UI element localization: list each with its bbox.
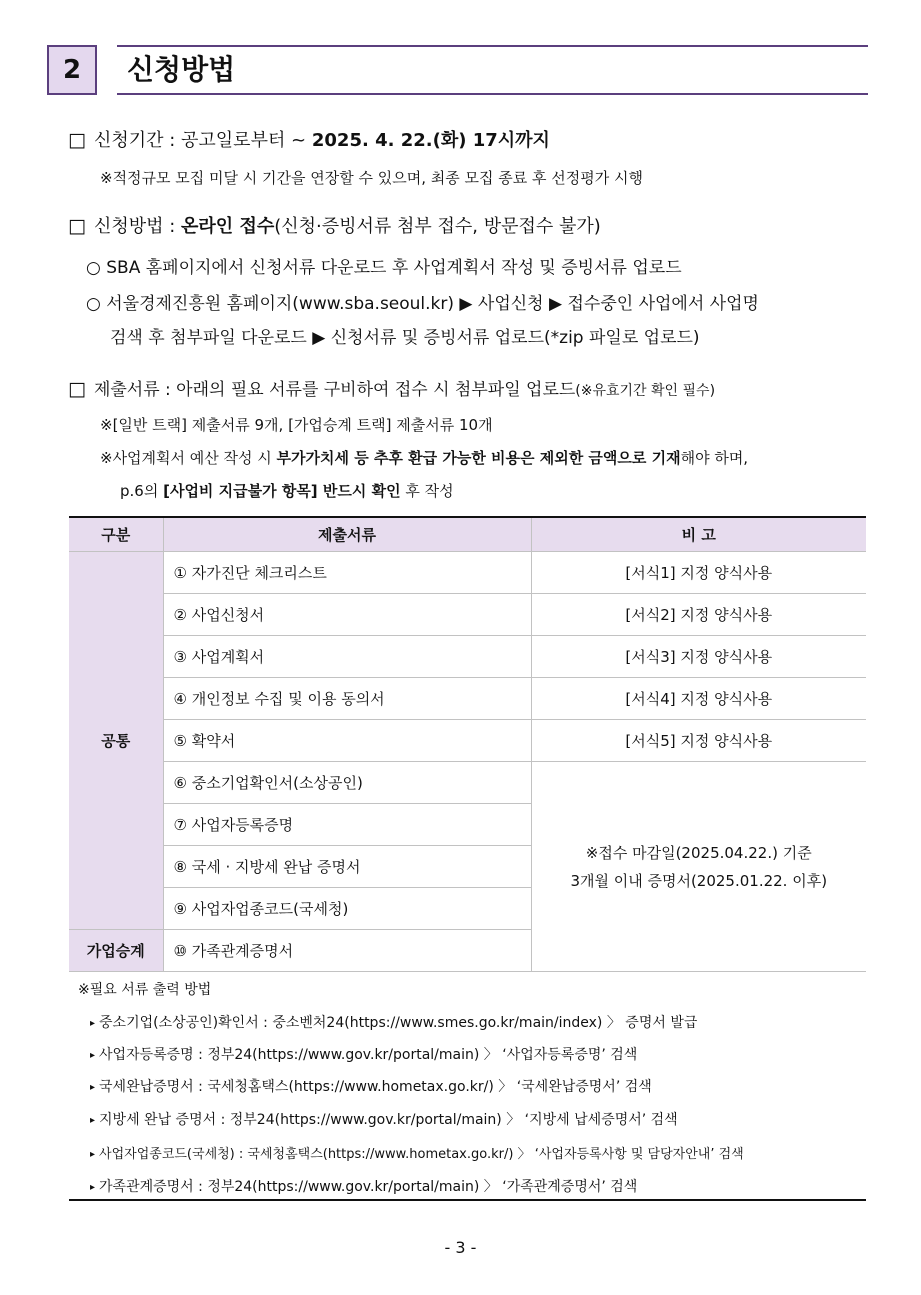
bottom-rule (69, 1199, 866, 1201)
doc-cell: ② 사업신청서 (163, 594, 531, 636)
note-cell: [서식4] 지정 양식사용 (531, 678, 866, 720)
table-row (69, 552, 866, 594)
doc-cell: ⑩ 가족관계증명서 (163, 930, 531, 972)
print-item-text: 중소기업(소상공인)확인서 : 중소벤처24(https://www.smes.go.kr/main/index) 〉 증명서 발급 (99, 1015, 698, 1031)
method-bold: 온라인 접수 (181, 216, 275, 237)
submit-label: 제출서류 : 아래의 필요 서류를 구비하여 접수 시 첨부파일 업로드 (93, 380, 576, 400)
triangle-bullet-icon: ▸ (90, 1018, 96, 1029)
documents-table (69, 516, 866, 972)
section-number: 2 (47, 45, 97, 95)
checkbox-square-icon: □ (68, 378, 86, 400)
note-cell: [서식1] 지정 양식사용 (531, 552, 866, 594)
method-label: 신청방법 : (93, 216, 182, 237)
merged-note-line-1: ※접수 마감일(2025.04.22.) 기준 (585, 843, 812, 862)
print-item (90, 1176, 637, 1196)
header-remarks: 비 고 (531, 517, 866, 552)
submit-note-3 (120, 480, 454, 501)
merged-note-line-2: 3개월 이내 증명서(2025.01.22. 이후) (570, 871, 828, 890)
doc-cell: ⑥ 중소기업확인서(소상공인) (163, 762, 531, 804)
table-row (69, 594, 866, 636)
print-item (90, 1109, 678, 1129)
table-row (69, 678, 866, 720)
print-item-text: 사업자업종코드(국세청) : 국세청홈택스(https://www.hometax.go.kr/) 〉 ‘사업자등록사항 및 담당자안내’ 검색 (99, 1147, 744, 1162)
note-cell: [서식5] 지정 양식사용 (531, 720, 866, 762)
table-header-row (69, 517, 866, 552)
print-item (90, 1076, 652, 1096)
section-title: 신청방법 (117, 45, 868, 95)
print-item-text: 지방세 완납 증명서 : 정부24(https://www.gov.kr/portal/main) 〉 ‘지방세 납세증명서’ 검색 (99, 1112, 678, 1128)
triangle-bullet-icon: ▸ (90, 1082, 96, 1093)
print-item (90, 1012, 697, 1032)
submit-note-2 (100, 447, 748, 468)
method-item-1: ○ SBA 홈페이지에서 신청서류 다운로드 후 사업계획서 작성 및 증빙서류 업로드 (86, 258, 682, 278)
print-item (90, 1044, 637, 1064)
method-item-2-line-1: ○ 서울경제진흥원 홈페이지(www.sba.seoul.kr) ▶ 사업신청 ▶ 접수중인 사업에서 사업명 (86, 294, 759, 314)
method-rest: (신청·증빙서류 첨부 접수, 방문접수 불가) (274, 216, 601, 237)
merged-note-cell (531, 762, 866, 972)
period-note: ※적정규모 모집 미달 시 기간을 연장할 수 있으며, 최종 모집 종료 후 선정평가 시행 (100, 169, 644, 187)
checkbox-square-icon: □ (68, 129, 86, 151)
table-row (69, 636, 866, 678)
header-documents: 제출서류 (163, 517, 531, 552)
note2-c: 해야 하며, (680, 449, 749, 467)
note3-bold: [사업비 지급불가 항목] 반드시 확인 (163, 482, 401, 500)
table-row (69, 762, 866, 804)
doc-cell: ① 자가진단 체크리스트 (163, 552, 531, 594)
method-item-2-line-2: 검색 후 첨부파일 다운로드 ▶ 신청서류 및 증빙서류 업로드(*zip 파일로 업로드) (110, 328, 700, 348)
checkbox-square-icon: □ (68, 215, 86, 237)
header-category: 구분 (69, 517, 163, 552)
note2-a: ※사업계획서 예산 작성 시 (100, 449, 277, 467)
note3-c: 후 작성 (400, 482, 454, 500)
doc-cell: ④ 개인정보 수집 및 이용 동의서 (163, 678, 531, 720)
group-succession: 가업승계 (69, 930, 163, 972)
submit-small-note: (※유효기간 확인 필수) (575, 383, 716, 399)
doc-cell: ⑤ 확약서 (163, 720, 531, 762)
doc-cell: ⑦ 사업자등록증명 (163, 804, 531, 846)
period-line (68, 126, 550, 152)
doc-cell: ③ 사업계획서 (163, 636, 531, 678)
print-item-text: 국세완납증명서 : 국세청홈택스(https://www.hometax.go.kr/) 〉 ‘국세완납증명서’ 검색 (99, 1079, 652, 1095)
doc-cell: ⑨ 사업자업종코드(국세청) (163, 888, 531, 930)
group-common: 공통 (69, 552, 163, 930)
note-cell: [서식3] 지정 양식사용 (531, 636, 866, 678)
triangle-bullet-icon: ▸ (90, 1182, 96, 1193)
note2-bold: 부가가치세 등 추후 환급 가능한 비용은 제외한 금액으로 기재 (276, 449, 681, 467)
page-number: - 3 - (444, 1238, 477, 1257)
period-label: 신청기간 : 공고일로부터 ~ (93, 130, 312, 151)
submit-line (68, 375, 715, 400)
table-row (69, 720, 866, 762)
period-deadline: 2025. 4. 22.(화) 17시까지 (311, 130, 550, 151)
method-line (68, 212, 601, 238)
print-item-text: 가족관계증명서 : 정부24(https://www.gov.kr/portal/main) 〉 ‘가족관계증명서’ 검색 (99, 1179, 638, 1195)
submit-note-1: ※[일반 트랙] 제출서류 9개, [가업승계 트랙] 제출서류 10개 (100, 416, 493, 434)
print-title: ※필요 서류 출력 방법 (78, 982, 212, 998)
triangle-bullet-icon: ▸ (90, 1115, 96, 1126)
triangle-bullet-icon: ▸ (90, 1050, 96, 1061)
doc-cell: ⑧ 국세 · 지방세 완납 증명서 (163, 846, 531, 888)
note-cell: [서식2] 지정 양식사용 (531, 594, 866, 636)
triangle-bullet-icon: ▸ (90, 1149, 96, 1160)
print-item (90, 1143, 744, 1162)
note3-a: p.6의 (120, 482, 164, 500)
print-item-text: 사업자등록증명 : 정부24(https://www.gov.kr/portal/main) 〉 ‘사업자등록증명’ 검색 (99, 1047, 638, 1063)
